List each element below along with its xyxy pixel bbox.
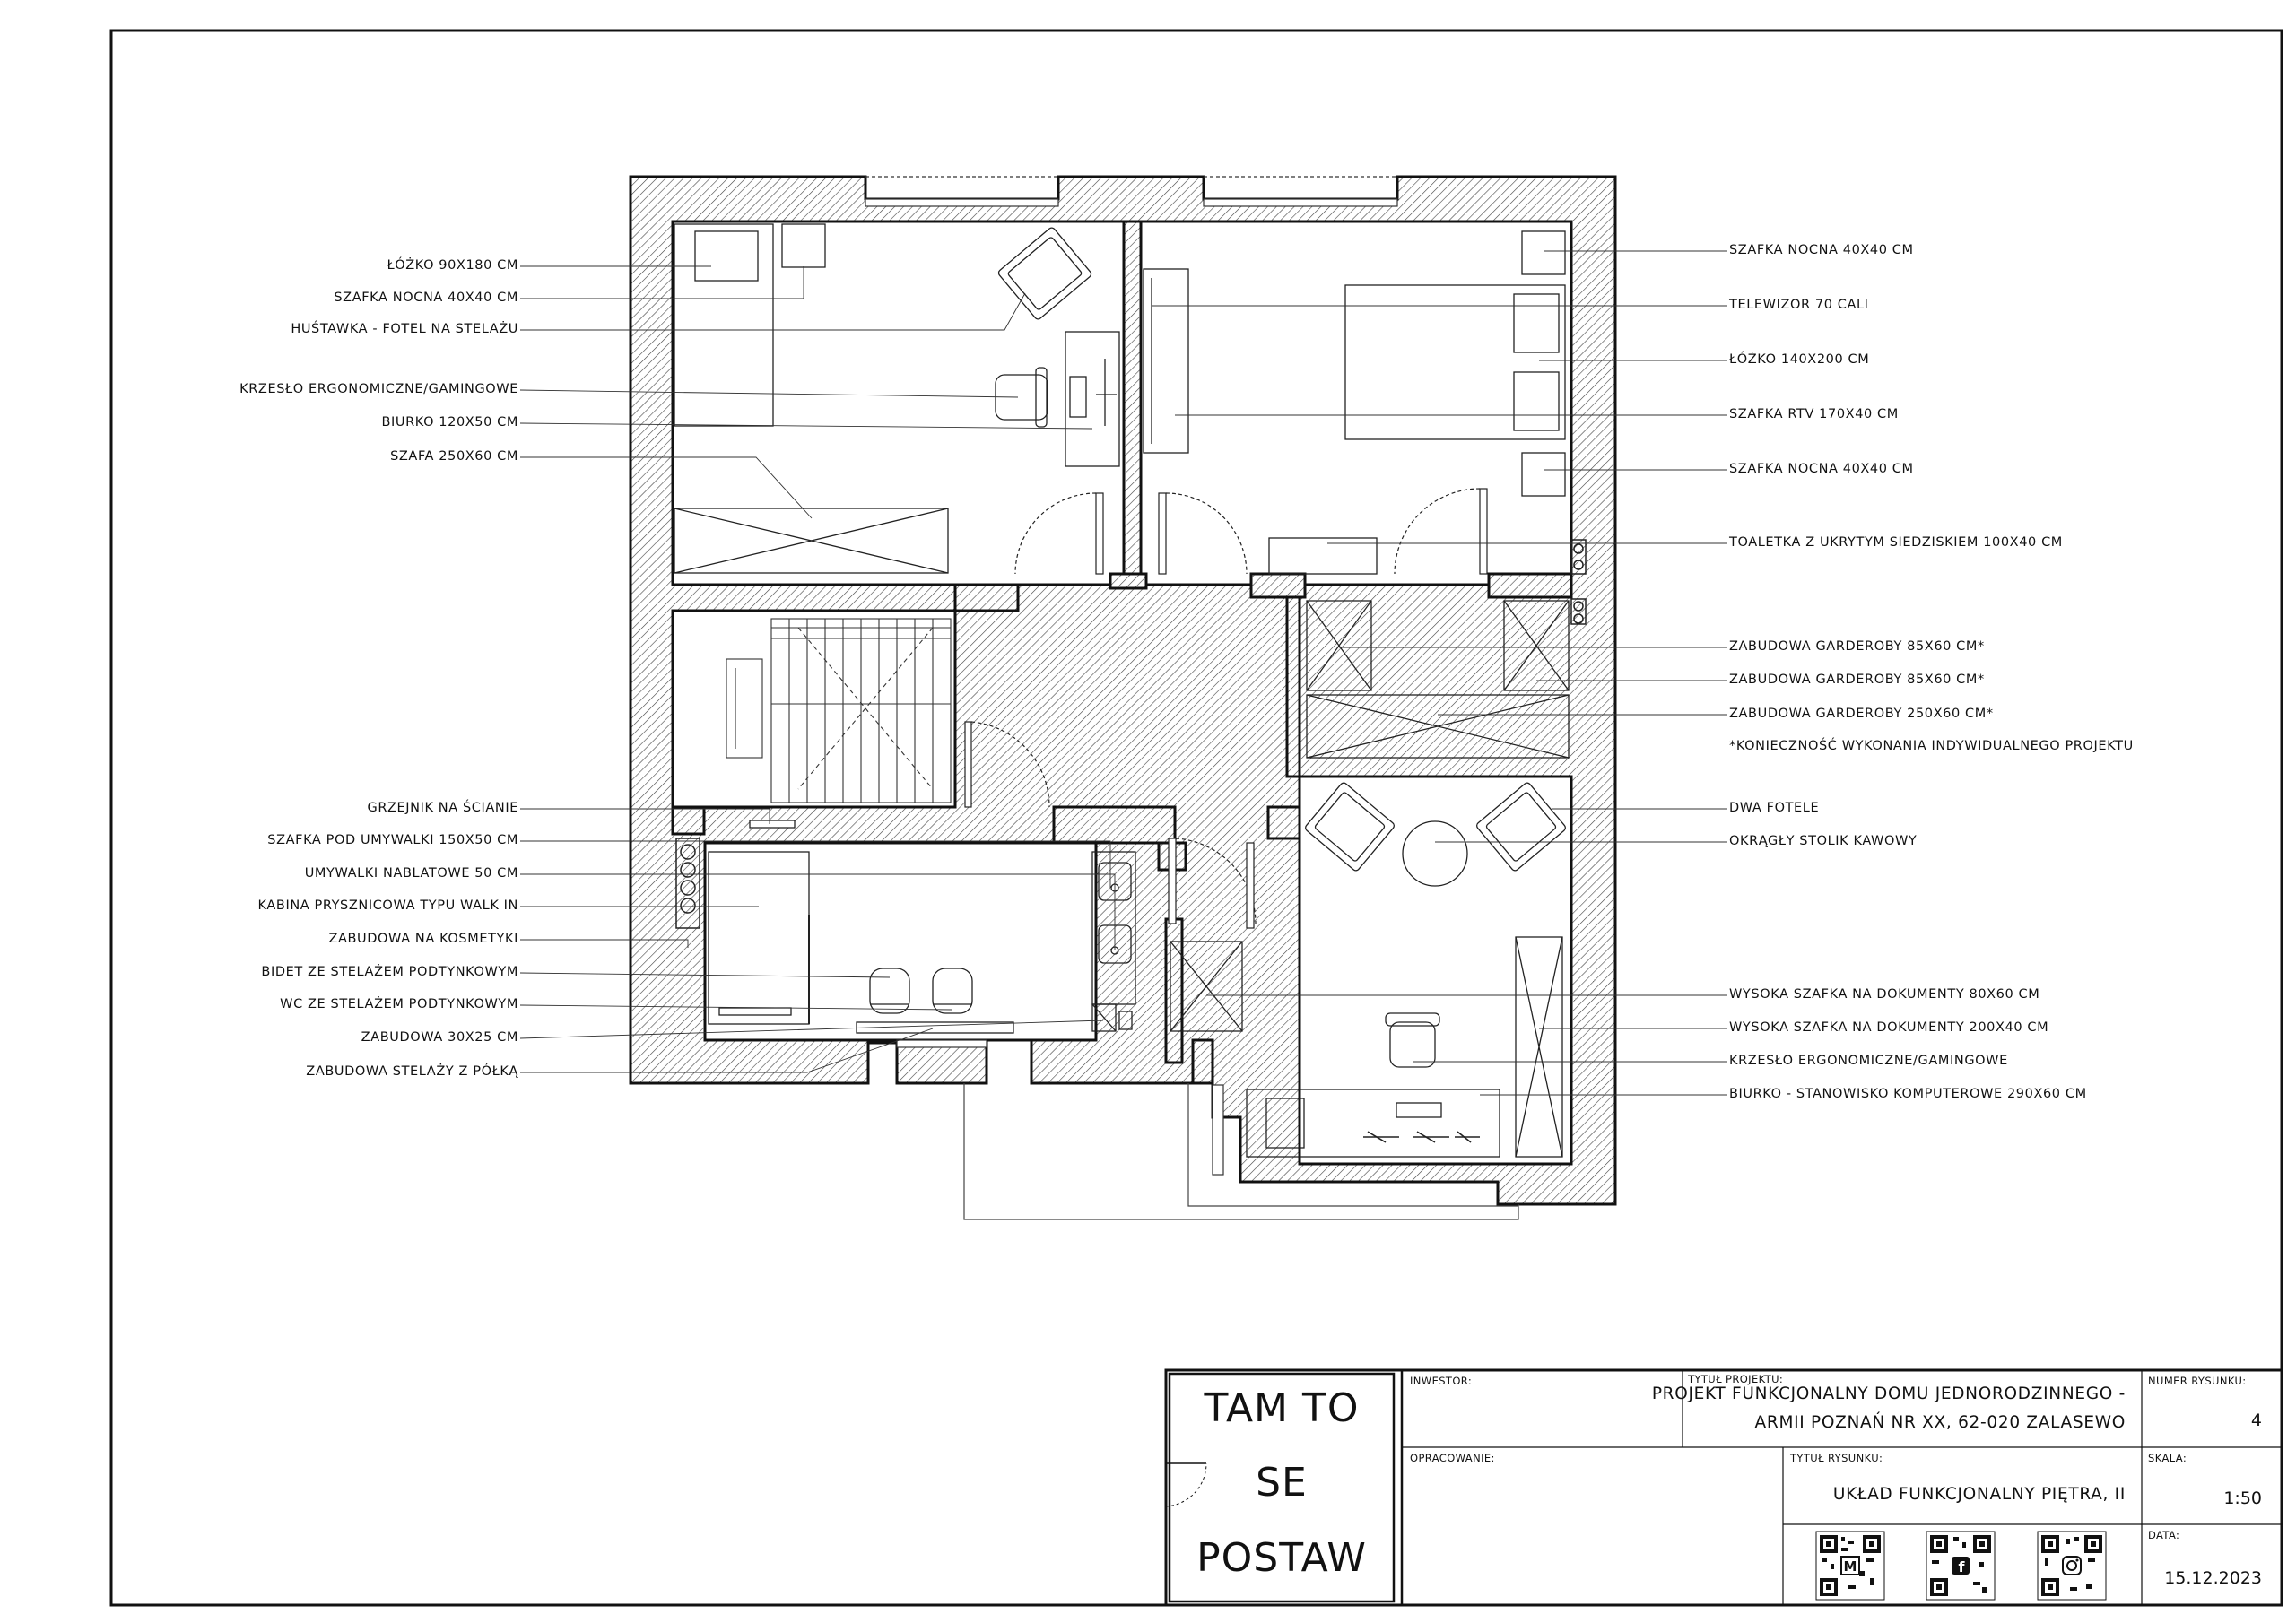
label-washbasins: UMYWALKI NABLATOWE 50 CM: [304, 866, 518, 881]
label-cabinet-30x25: ZABUDOWA 30X25 CM: [361, 1030, 518, 1045]
coffee-table: [1403, 821, 1467, 886]
label-radiator: GRZEJNIK NA ŚCIANIE: [367, 801, 518, 815]
scale-value: 1:50: [2223, 1488, 2262, 1508]
label-wc: WC ZE STELAŻEM PODTYNKOWYM: [280, 997, 518, 1011]
staircase: [726, 619, 951, 803]
label-computer-desk: BIURKO - STANOWISKO KOMPUTEROWE 290X60 CM: [1729, 1087, 2087, 1101]
drawing-title: UKŁAD FUNKCJONALNY PIĘTRA, II: [1832, 1485, 2126, 1504]
radiator-bathroom: [750, 820, 795, 828]
scale-label: SKALA:: [2148, 1452, 2187, 1464]
label-bed-140x200: ŁÓŻKO 140X200 CM: [1729, 352, 1870, 367]
label-nightstand-right-top: SZAFKA NOCNA 40X40 CM: [1729, 243, 1914, 257]
date-label: DATA:: [2148, 1529, 2180, 1541]
label-footnote: *KONIECZNOŚĆ WYKONANIA INDYWIDUALNEGO PROJEKTU: [1729, 739, 2134, 753]
label-two-armchairs: DWA FOTELE: [1729, 801, 1820, 815]
project-title-line-1: PROJEKT FUNKCJONALNY DOMU JEDNORODZINNEGO -: [1651, 1384, 2126, 1403]
stamp-line-3: POSTAW: [1196, 1535, 1367, 1581]
bedroom-1-furniture: [674, 224, 1119, 573]
drawing-number-label: NUMER RYSUNKU:: [2148, 1375, 2247, 1387]
bedroom-2-furniture: [1144, 231, 1586, 624]
label-ergonomic-chair-2: KRZESŁO ERGONOMICZNE/GAMINGOWE: [1729, 1054, 2008, 1068]
qr-facebook-icon: [1926, 1532, 1995, 1600]
nightstand-40x40: [782, 224, 825, 267]
tv-cabinet: [1144, 269, 1188, 453]
label-coffee-table: OKRĄGŁY STOLIK KAWOWY: [1729, 834, 1918, 848]
label-dressing-table: TOALETKA Z UKRYTYM SIEDZISKIEM 100X40 CM: [1729, 535, 2063, 550]
svg-text:M: M: [1843, 1558, 1857, 1575]
label-vanity-cabinet: SZAFKA POD UMYWALKI 150X50 CM: [267, 833, 518, 847]
label-walk-in-shower: KABINA PRYSZNICOWA TYPU WALK IN: [257, 898, 518, 913]
label-frame-shelf: ZABUDOWA STELAŻY Z PÓŁKĄ: [306, 1064, 518, 1079]
nightstand-bottom: [1522, 453, 1565, 496]
inwestor-label: INWESTOR:: [1410, 1375, 1473, 1387]
stamp-line-2: SE: [1256, 1460, 1308, 1506]
label-ergonomic-chair-1: KRZESŁO ERGONOMICZNE/GAMINGOWE: [239, 382, 518, 396]
project-title-line-2: ARMII POZNAŃ NR XX, 62-020 ZALASEWO: [1754, 1413, 2126, 1432]
bathroom-furniture: [676, 820, 1135, 1033]
project-title-label: TYTUŁ PROJEKTU:: [1688, 1373, 1784, 1385]
desk-120x50: [1065, 332, 1119, 466]
opracowanie-label: OPRACOWANIE:: [1410, 1452, 1495, 1464]
bed-140x200: [1345, 285, 1565, 439]
office-chair: [1386, 1013, 1439, 1067]
svg-text:f: f: [1958, 1558, 1965, 1575]
label-wardrobe-250x60: SZAFA 250X60 CM: [390, 449, 518, 464]
walk-in-shower: [709, 852, 809, 1024]
label-tv-cabinet: SZAFKA RTV 170X40 CM: [1729, 407, 1899, 421]
qr-m-icon: [1816, 1532, 1884, 1600]
qr-instagram-icon: [2038, 1532, 2106, 1600]
swing-chair: [997, 226, 1092, 320]
label-tv: TELEWIZOR 70 CALI: [1729, 298, 1869, 312]
label-nightstand-left: SZAFKA NOCNA 40X40 CM: [334, 291, 518, 305]
date-value: 15.12.2023: [2164, 1568, 2262, 1588]
label-wardrobe-250: ZABUDOWA GARDEROBY 250X60 CM*: [1729, 707, 1994, 721]
nightstand-top: [1522, 231, 1565, 274]
label-desk-120x50: BIURKO 120X50 CM: [381, 415, 518, 430]
label-bed-90x180: ŁÓŻKO 90X180 CM: [387, 258, 518, 273]
bidet: [870, 968, 909, 1013]
label-wardrobe-85-1: ZABUDOWA GARDEROBY 85X60 CM*: [1729, 639, 1985, 654]
armchair-1: [1304, 782, 1396, 872]
label-cosmetics-cabinet: ZABUDOWA NA KOSMETYKI: [328, 932, 518, 946]
walls: [631, 177, 1615, 1204]
label-document-cabinet-80: WYSOKA SZAFKA NA DOKUMENTY 80X60 CM: [1729, 987, 2040, 1002]
drawing-title-label: TYTUŁ RYSUNKU:: [1790, 1452, 1883, 1464]
label-wardrobe-85-2: ZABUDOWA GARDEROBY 85X60 CM*: [1729, 673, 1985, 687]
drawing-number: 4: [2250, 1410, 2262, 1430]
wc: [933, 968, 972, 1013]
label-swing-chair: HUŚTAWKA - FOTEL NA STELAŻU: [291, 322, 518, 336]
label-document-cabinet-200: WYSOKA SZAFKA NA DOKUMENTY 200X40 CM: [1729, 1020, 2049, 1035]
armchair-2: [1475, 782, 1567, 872]
stamp-line-1: TAM TO: [1204, 1385, 1360, 1431]
label-bidet: BIDET ZE STELAŻEM PODTYNKOWYM: [261, 965, 518, 979]
label-nightstand-right-bottom: SZAFKA NOCNA 40X40 CM: [1729, 462, 1914, 476]
